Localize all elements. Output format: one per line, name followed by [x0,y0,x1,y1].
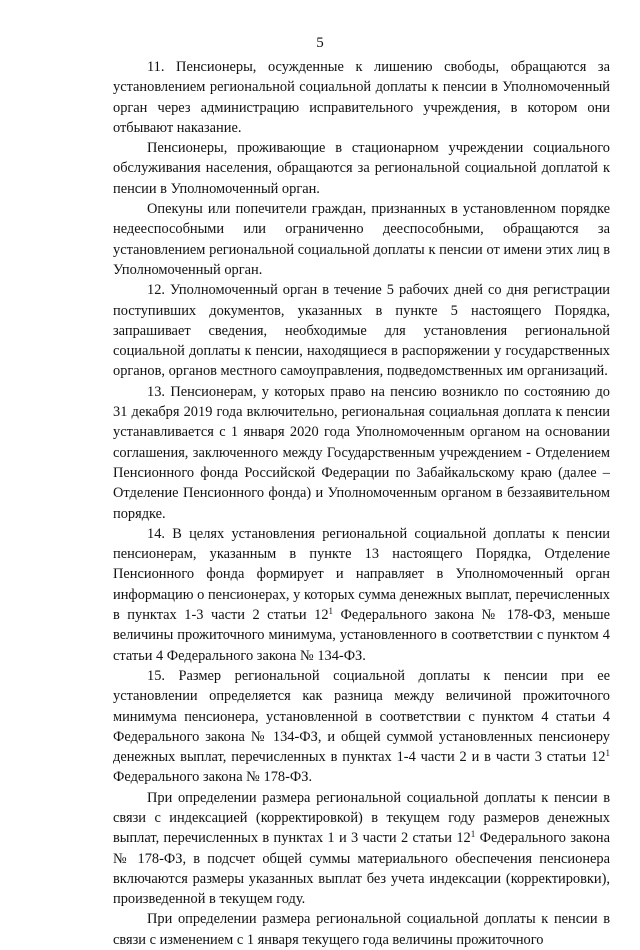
paragraph-11-guardians: Опекуны или попечители граждан, признанных в установленном порядке недееспособными или ограниченно дееспособными, обращаются за установлением региональной социальной доплаты к пенсии от имени этих лиц в Уполномоченный орган. [113,201,610,278]
paragraph-14-text-b: Федерального закона № 178-ФЗ, меньше величины прожиточного минимума, установленного в соответствии с пунктом 4 статьи 4 Федерального закона № 134-ФЗ. [113,607,610,664]
paragraph-15-indexation [113,788,610,910]
paragraph-15-living-wage: При определении размера региональной социальной доплаты к пенсии в связи с изменением с 1 января текущего года величины прожиточного [113,911,610,948]
paragraph-15-superscript: 1 [605,748,610,759]
paragraph-15-indexation-text-a: При определении размера региональной социальной доплаты к пенсии в связи с индексацией (корректировкой) в текущем году размеров денежных выплат, перечисленных в пунктах 1 и 3 части 2 статьи 12 [113,789,610,847]
paragraph-13: 13. Пенсионерам, у которых право на пенсию возникло по состоянию до 31 декабря 2019 года включительно, региональная социальная доплата к пенсии устанавливается с 1 января 2020 года Уполномоченным органом на основании соглашения, заключенного между Государственным учреждением - Отделением Пенсионного фонда Российской Федерации по Забайкальскому краю (далее – Отделение Пенсионного фонда) и Уполномоченным органом в беззаявительном порядке. [113,383,610,522]
document-body [113,57,610,950]
paragraph-11: 11. Пенсионеры, осужденные к лишению свободы, обращаются за установлением региональной социальной доплаты к пенсии в Уполномоченный орган через администрацию исправительного учреждения, в котором они отбывают наказание. [113,59,610,136]
paragraph-14-superscript: 1 [328,606,334,617]
paragraph-14-text-a: 14. В целях установления региональной социальной доплаты к пенсии пенсионерам, указанным в пункте 13 настоящего Порядка, Отделение Пенсионного фонда формирует и направляет в Уполномоченный орган информацию о пенсионерах, у которых сумма денежных выплат, перечисленных в пунктах 1-3 части 2 статьи 12 [113,525,610,624]
paragraph-15-indexation-superscript: 1 [470,829,476,840]
paragraph-15 [113,666,610,788]
paragraph-12: 12. Уполномоченный орган в течение 5 рабочих дней со дня регистрации поступивших документов, указанных в пункте 5 настоящего Порядка, запрашивает сведения, необходимые для установления региональной социальной доплаты к пенсии, находящиеся в распоряжении у государственных органов, органов местного самоуправления, подведомственных им организаций. [113,282,610,380]
paragraph-15-text-b: Федерального закона № 178-ФЗ. [113,769,313,786]
paragraph-11-stationary: Пенсионеры, проживающие в стационарном учреждении социального обслуживания населения, обращаются за региональной социальной доплатой к пенсии в Уполномоченный орган. [113,140,610,197]
paragraph-15-text-a: 15. Размер региональной социальной доплаты к пенсии при ее установлении определяется как разница между величиной прожиточного минимума пенсионера, установленной в соответствии с пунктом 4 статьи 4 Федерального закона № 134-ФЗ, и общей суммой установленных пенсионеру денежных выплат, перечисленных в пунктах 1-4 части 2 и в части 3 статьи 12 [113,667,610,766]
paragraph-14 [113,524,610,666]
page-number: 5 [316,35,324,51]
paragraph-15-indexation-text-b: Федерального закона № 178-ФЗ, в подсчет общей суммы материального обеспечения пенсионера включаются размеры указанных выплат без учета индексации (корректировки), произведенной в текущем году. [113,830,610,908]
